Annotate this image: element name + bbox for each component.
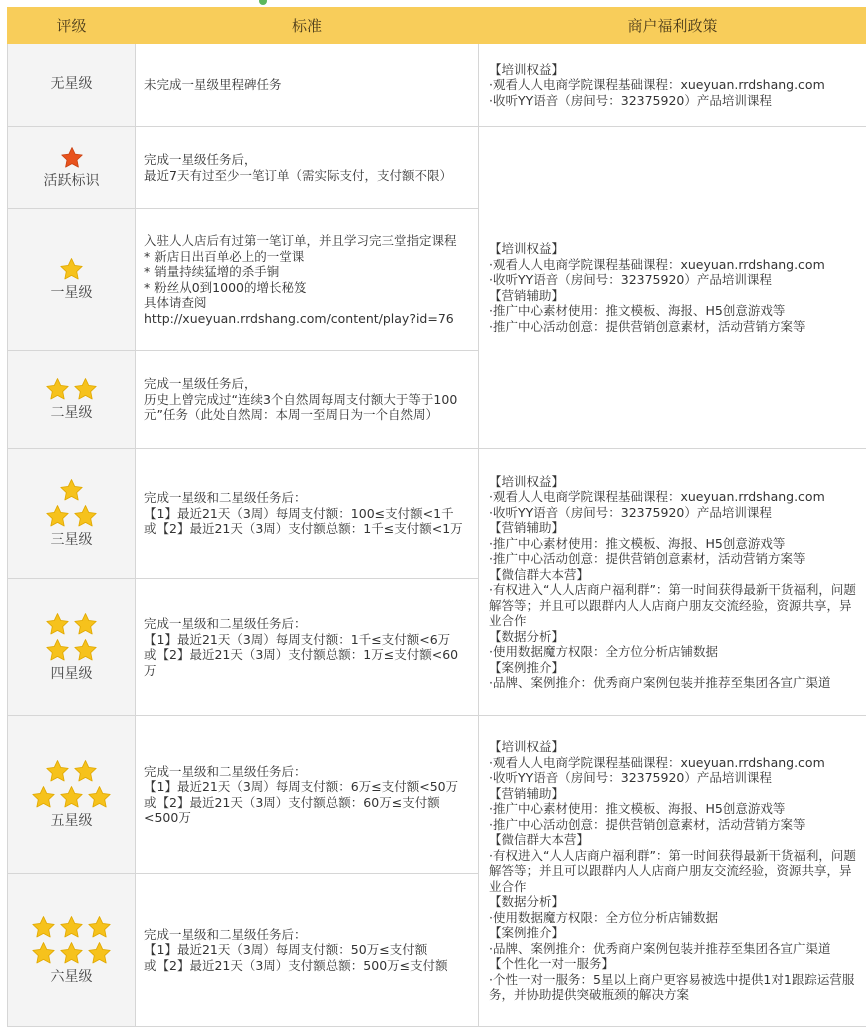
rating-stars <box>8 257 135 282</box>
standard-cell <box>136 579 479 716</box>
standard-line: 历史上曾完成过“连续3个自然周每周支付额大于等于100元”任务（此处自然周：本周一至周日为一个自然周） <box>144 392 470 423</box>
rating-stars <box>8 915 135 966</box>
standard-line: * 粉丝从0到1000的增长秘笈 <box>144 280 470 296</box>
table-header-row <box>8 8 866 44</box>
star-icon <box>31 941 56 966</box>
table-row <box>8 127 866 209</box>
policy-section-title: 【营销辅助】 <box>489 288 860 304</box>
policy-line: ·观看人人电商学院课程基础课程：xueyuan.rrdshang.com <box>489 489 860 505</box>
header-level: 评级 <box>8 8 136 44</box>
policy-section-title: 【培训权益】 <box>489 474 860 490</box>
level-cell <box>8 209 136 351</box>
standard-line: 或【2】最近21天（3周）支付额总额：1千≤支付额<1万 <box>144 521 470 537</box>
header-policy: 商户福利政策 <box>479 8 866 44</box>
policy-section-title: 【微信群大本营】 <box>489 567 860 583</box>
merchant-star-level-table <box>7 7 866 1027</box>
policy-line: ·推广中心素材使用：推文模板、海报、H5创意游戏等 <box>489 801 860 817</box>
star-icon <box>45 377 70 402</box>
policy-line: ·品牌、案例推介：优秀商户案例包装并推荐至集团各宣广渠道 <box>489 675 860 691</box>
standard-line: 完成一星级任务后， <box>144 152 470 168</box>
policy-line: ·推广中心活动创意：提供营销创意素材，活动营销方案等 <box>489 551 860 567</box>
level-cell <box>8 874 136 1027</box>
level-label: 二星级 <box>8 406 135 422</box>
standard-line: 或【2】最近21天（3周）支付额总额：60万≤支付额<500万 <box>144 795 470 826</box>
star-icon <box>45 759 70 784</box>
policy-line: ·观看人人电商学院课程基础课程：xueyuan.rrdshang.com <box>489 257 860 273</box>
standard-line: 【1】最近21天（3周）每周支付额：50万≤支付额 <box>144 942 470 958</box>
standard-cell <box>136 209 479 351</box>
level-cell <box>8 716 136 874</box>
policy-line: ·收听YY语音（房间号：32375920）产品培训课程 <box>489 770 860 786</box>
policy-section-title: 【培训权益】 <box>489 62 860 78</box>
level-label: 活跃标识 <box>8 174 135 190</box>
policy-line: ·个性一对一服务：5星以上商户更容易被选中提供1对1跟踪运营服务，并协助提供突破瓶颈的解决方案 <box>489 972 860 1003</box>
star-icon <box>73 377 98 402</box>
policy-section-title: 【营销辅助】 <box>489 786 860 802</box>
active-star-icon <box>60 146 84 170</box>
star-icon <box>31 915 56 940</box>
table-row <box>8 44 866 127</box>
policy-line: ·推广中心素材使用：推文模板、海报、H5创意游戏等 <box>489 536 860 552</box>
rating-stars <box>8 377 135 402</box>
standard-cell <box>136 716 479 874</box>
standard-line: * 销量持续猛增的杀手锏 <box>144 264 470 280</box>
standard-line: 完成一星级和二星级任务后： <box>144 764 470 780</box>
star-icon <box>73 504 98 529</box>
level-label: 四星级 <box>8 667 135 683</box>
rating-stars <box>8 146 135 170</box>
standard-line: 未完成一星级里程碑任务 <box>144 77 470 93</box>
level-cell <box>8 351 136 449</box>
standard-cell <box>136 351 479 449</box>
rating-stars <box>8 759 135 810</box>
star-icon <box>87 941 112 966</box>
policy-line: ·观看人人电商学院课程基础课程：xueyuan.rrdshang.com <box>489 755 860 771</box>
policy-line: ·收听YY语音（房间号：32375920）产品培训课程 <box>489 93 860 109</box>
policy-section-title: 【案例推介】 <box>489 660 860 676</box>
policy-section-title: 【培训权益】 <box>489 739 860 755</box>
standard-cell <box>136 44 479 127</box>
rating-stars <box>8 612 135 663</box>
standard-line: 最近7天有过至少一笔订单（需实际支付，支付额不限） <box>144 168 470 184</box>
policy-cell <box>479 716 866 1027</box>
standard-line: 完成一星级任务后， <box>144 376 470 392</box>
standard-line: 【1】最近21天（3周）每周支付额：1千≤支付额<6万 <box>144 632 470 648</box>
standard-line: * 新店日出百单必上的一堂课 <box>144 249 470 265</box>
rating-stars <box>8 478 135 529</box>
policy-section-title: 【个性化一对一服务】 <box>489 956 860 972</box>
policy-section-title: 【微信群大本营】 <box>489 832 860 848</box>
star-icon <box>31 785 56 810</box>
star-icon <box>59 785 84 810</box>
policy-line: ·使用数据魔方权限：全方位分析店铺数据 <box>489 644 860 660</box>
policy-section-title: 【营销辅助】 <box>489 520 860 536</box>
star-icon <box>87 915 112 940</box>
policy-line: ·品牌、案例推介：优秀商户案例包装并推荐至集团各宣广渠道 <box>489 941 860 957</box>
star-icon <box>73 612 98 637</box>
top-strip <box>0 0 866 7</box>
standard-cell <box>136 874 479 1027</box>
standard-line: 完成一星级和二星级任务后： <box>144 927 470 943</box>
policy-line: ·推广中心活动创意：提供营销创意素材，活动营销方案等 <box>489 319 860 335</box>
policy-line: ·推广中心素材使用：推文模板、海报、H5创意游戏等 <box>489 303 860 319</box>
star-icon <box>87 785 112 810</box>
policy-section-title: 【培训权益】 <box>489 241 860 257</box>
standard-line: 完成一星级和二星级任务后： <box>144 490 470 506</box>
level-label: 五星级 <box>8 814 135 830</box>
star-icon <box>59 257 84 282</box>
standard-cell <box>136 127 479 209</box>
standard-line: 具体请查阅http://xueyuan.rrdshang.com/content/play?id=76 <box>144 295 470 326</box>
policy-cell <box>479 449 866 716</box>
policy-cell <box>479 127 866 449</box>
standard-line: 入驻人人店后有过第一笔订单，并且学习完三堂指定课程 <box>144 233 470 249</box>
policy-section-title: 【案例推介】 <box>489 925 860 941</box>
star-icon <box>45 638 70 663</box>
level-label: 无星级 <box>8 77 135 93</box>
standard-line: 【1】最近21天（3周）每周支付额：100≤支付额<1千 <box>144 506 470 522</box>
level-cell <box>8 579 136 716</box>
star-icon <box>59 478 84 503</box>
policy-line: ·收听YY语音（房间号：32375920）产品培训课程 <box>489 505 860 521</box>
standard-line: 完成一星级和二星级任务后： <box>144 616 470 632</box>
header-standard: 标准 <box>136 8 479 44</box>
star-icon <box>73 759 98 784</box>
star-icon <box>45 504 70 529</box>
level-cell <box>8 44 136 127</box>
indicator-dot <box>259 0 267 5</box>
policy-cell <box>479 44 866 127</box>
level-label: 三星级 <box>8 533 135 549</box>
policy-line: ·有权进入“人人店商户福利群”：第一时间获得最新干货福利，问题解答等；并且可以跟群内人人店商户朋友交流经验，资源共享，异业合作 <box>489 582 860 629</box>
policy-section-title: 【数据分析】 <box>489 629 860 645</box>
star-icon <box>59 941 84 966</box>
level-cell <box>8 449 136 579</box>
star-icon <box>45 612 70 637</box>
policy-line: ·使用数据魔方权限：全方位分析店铺数据 <box>489 910 860 926</box>
standard-line: 或【2】最近21天（3周）支付额总额：500万≤支付额 <box>144 958 470 974</box>
level-label: 一星级 <box>8 286 135 302</box>
policy-line: ·观看人人电商学院课程基础课程：xueyuan.rrdshang.com <box>489 77 860 93</box>
star-icon <box>59 915 84 940</box>
table-row <box>8 716 866 874</box>
standard-cell <box>136 449 479 579</box>
policy-line: ·推广中心活动创意：提供营销创意素材，活动营销方案等 <box>489 817 860 833</box>
policy-line: ·收听YY语音（房间号：32375920）产品培训课程 <box>489 272 860 288</box>
policy-section-title: 【数据分析】 <box>489 894 860 910</box>
policy-line: ·有权进入“人人店商户福利群”：第一时间获得最新干货福利，问题解答等；并且可以跟群内人人店商户朋友交流经验，资源共享，异业合作 <box>489 848 860 895</box>
star-icon <box>73 638 98 663</box>
level-cell <box>8 127 136 209</box>
standard-line: 或【2】最近21天（3周）支付额总额：1万≤支付额<60万 <box>144 647 470 678</box>
standard-line: 【1】最近21天（3周）每周支付额：6万≤支付额<50万 <box>144 779 470 795</box>
table-row <box>8 449 866 579</box>
level-label: 六星级 <box>8 970 135 986</box>
